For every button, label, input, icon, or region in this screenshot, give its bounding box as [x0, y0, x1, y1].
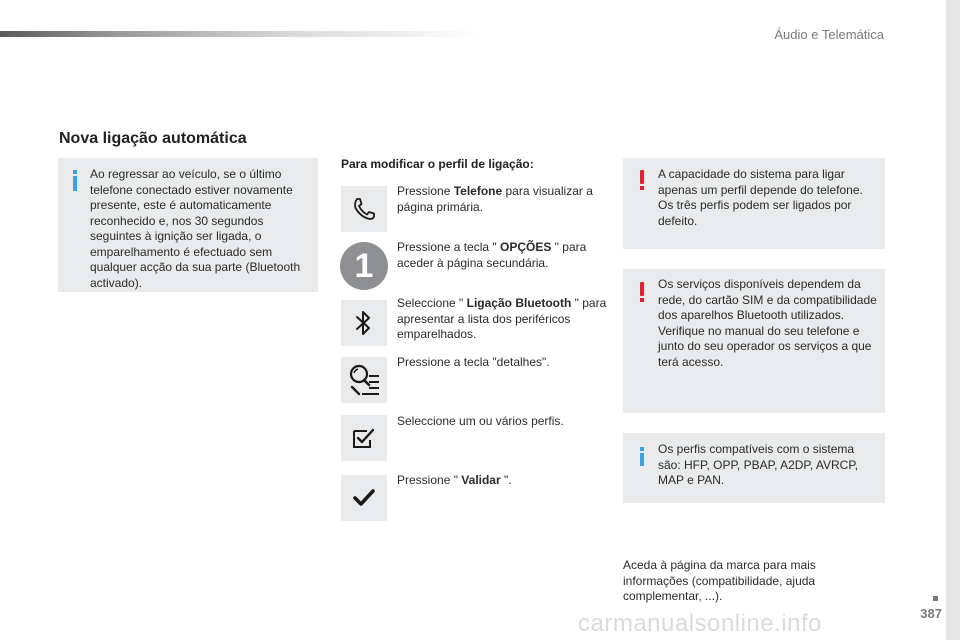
phone-tile	[341, 186, 387, 232]
checkmark-tile	[341, 475, 387, 521]
step-5-text: Seleccione um ou vários perfis.	[397, 414, 564, 428]
warning-icon	[640, 170, 644, 184]
watermark: carmanualsonline.info	[578, 610, 822, 637]
checkmark-icon	[352, 488, 376, 508]
page-marker	[933, 596, 938, 601]
info-note-auto-connect	[58, 158, 318, 292]
details-search-icon	[347, 363, 381, 397]
info-icon	[640, 453, 644, 466]
step-2-text: Pressione a tecla " OPÇÕES " para aceder à página secundária.	[397, 240, 587, 270]
step-6-text: Pressione " Validar ".	[397, 473, 512, 487]
phone-handset-icon	[351, 196, 377, 222]
checkbox-icon	[351, 426, 377, 450]
warning-note-services	[623, 269, 885, 413]
info-icon	[73, 176, 77, 191]
warning-note-profile	[623, 158, 885, 249]
note-text: Os serviços disponíveis dependem da rede, do cartão SIM e da compatibilidade dos aparelhos Bluetooth utilizados. Verifique no manual do seu telefone e junto do seu operador os serviços a que terá acesso.	[658, 277, 877, 369]
bluetooth-tile	[341, 300, 387, 346]
section-title: Nova ligação automática	[59, 130, 247, 147]
page-edge-strip	[946, 0, 960, 640]
note-text: A capacidade do sistema para ligar apenas um perfil depende do telefone. Os três perfis podem ser ligados por defeito.	[658, 167, 863, 228]
procedure-heading: Para modificar o perfil de ligação:	[341, 157, 534, 171]
footer-note: Aceda à página da marca para mais informações (compatibilidade, ajuda complementar, ...).	[623, 558, 816, 603]
checkbox-tile	[341, 415, 387, 461]
step-4-text: Pressione a tecla "detalhes".	[397, 355, 550, 369]
bluetooth-icon	[352, 308, 376, 338]
page-number: 387	[920, 606, 942, 621]
warning-icon	[640, 282, 644, 296]
header-gradient-bar	[0, 31, 480, 37]
header-title: Áudio e Telemática	[774, 27, 884, 42]
info-note-profiles	[623, 433, 885, 503]
step-3-text: Seleccione " Ligação Bluetooth " para apresentar a lista dos periféricos emparelhados.	[397, 296, 607, 341]
note-text: Os perfis compatíveis com o sistema são: HFP, OPP, PBAP, A2DP, AVRCP, MAP e PAN.	[658, 442, 859, 487]
details-tile	[341, 357, 387, 403]
step-one-badge: 1	[340, 242, 388, 290]
note-text: Ao regressar ao veículo, se o último telefone conectado estiver novamente presente, este é automaticamente reconhecido e, nos 30 segundos seguintes à ignição ser ligada, o emparelhamento é efectuado sem qualquer acção da sua parte (Bluetooth activado).	[90, 167, 301, 290]
step-1-text: Pressione Telefone para visualizar a página primária.	[397, 184, 593, 214]
